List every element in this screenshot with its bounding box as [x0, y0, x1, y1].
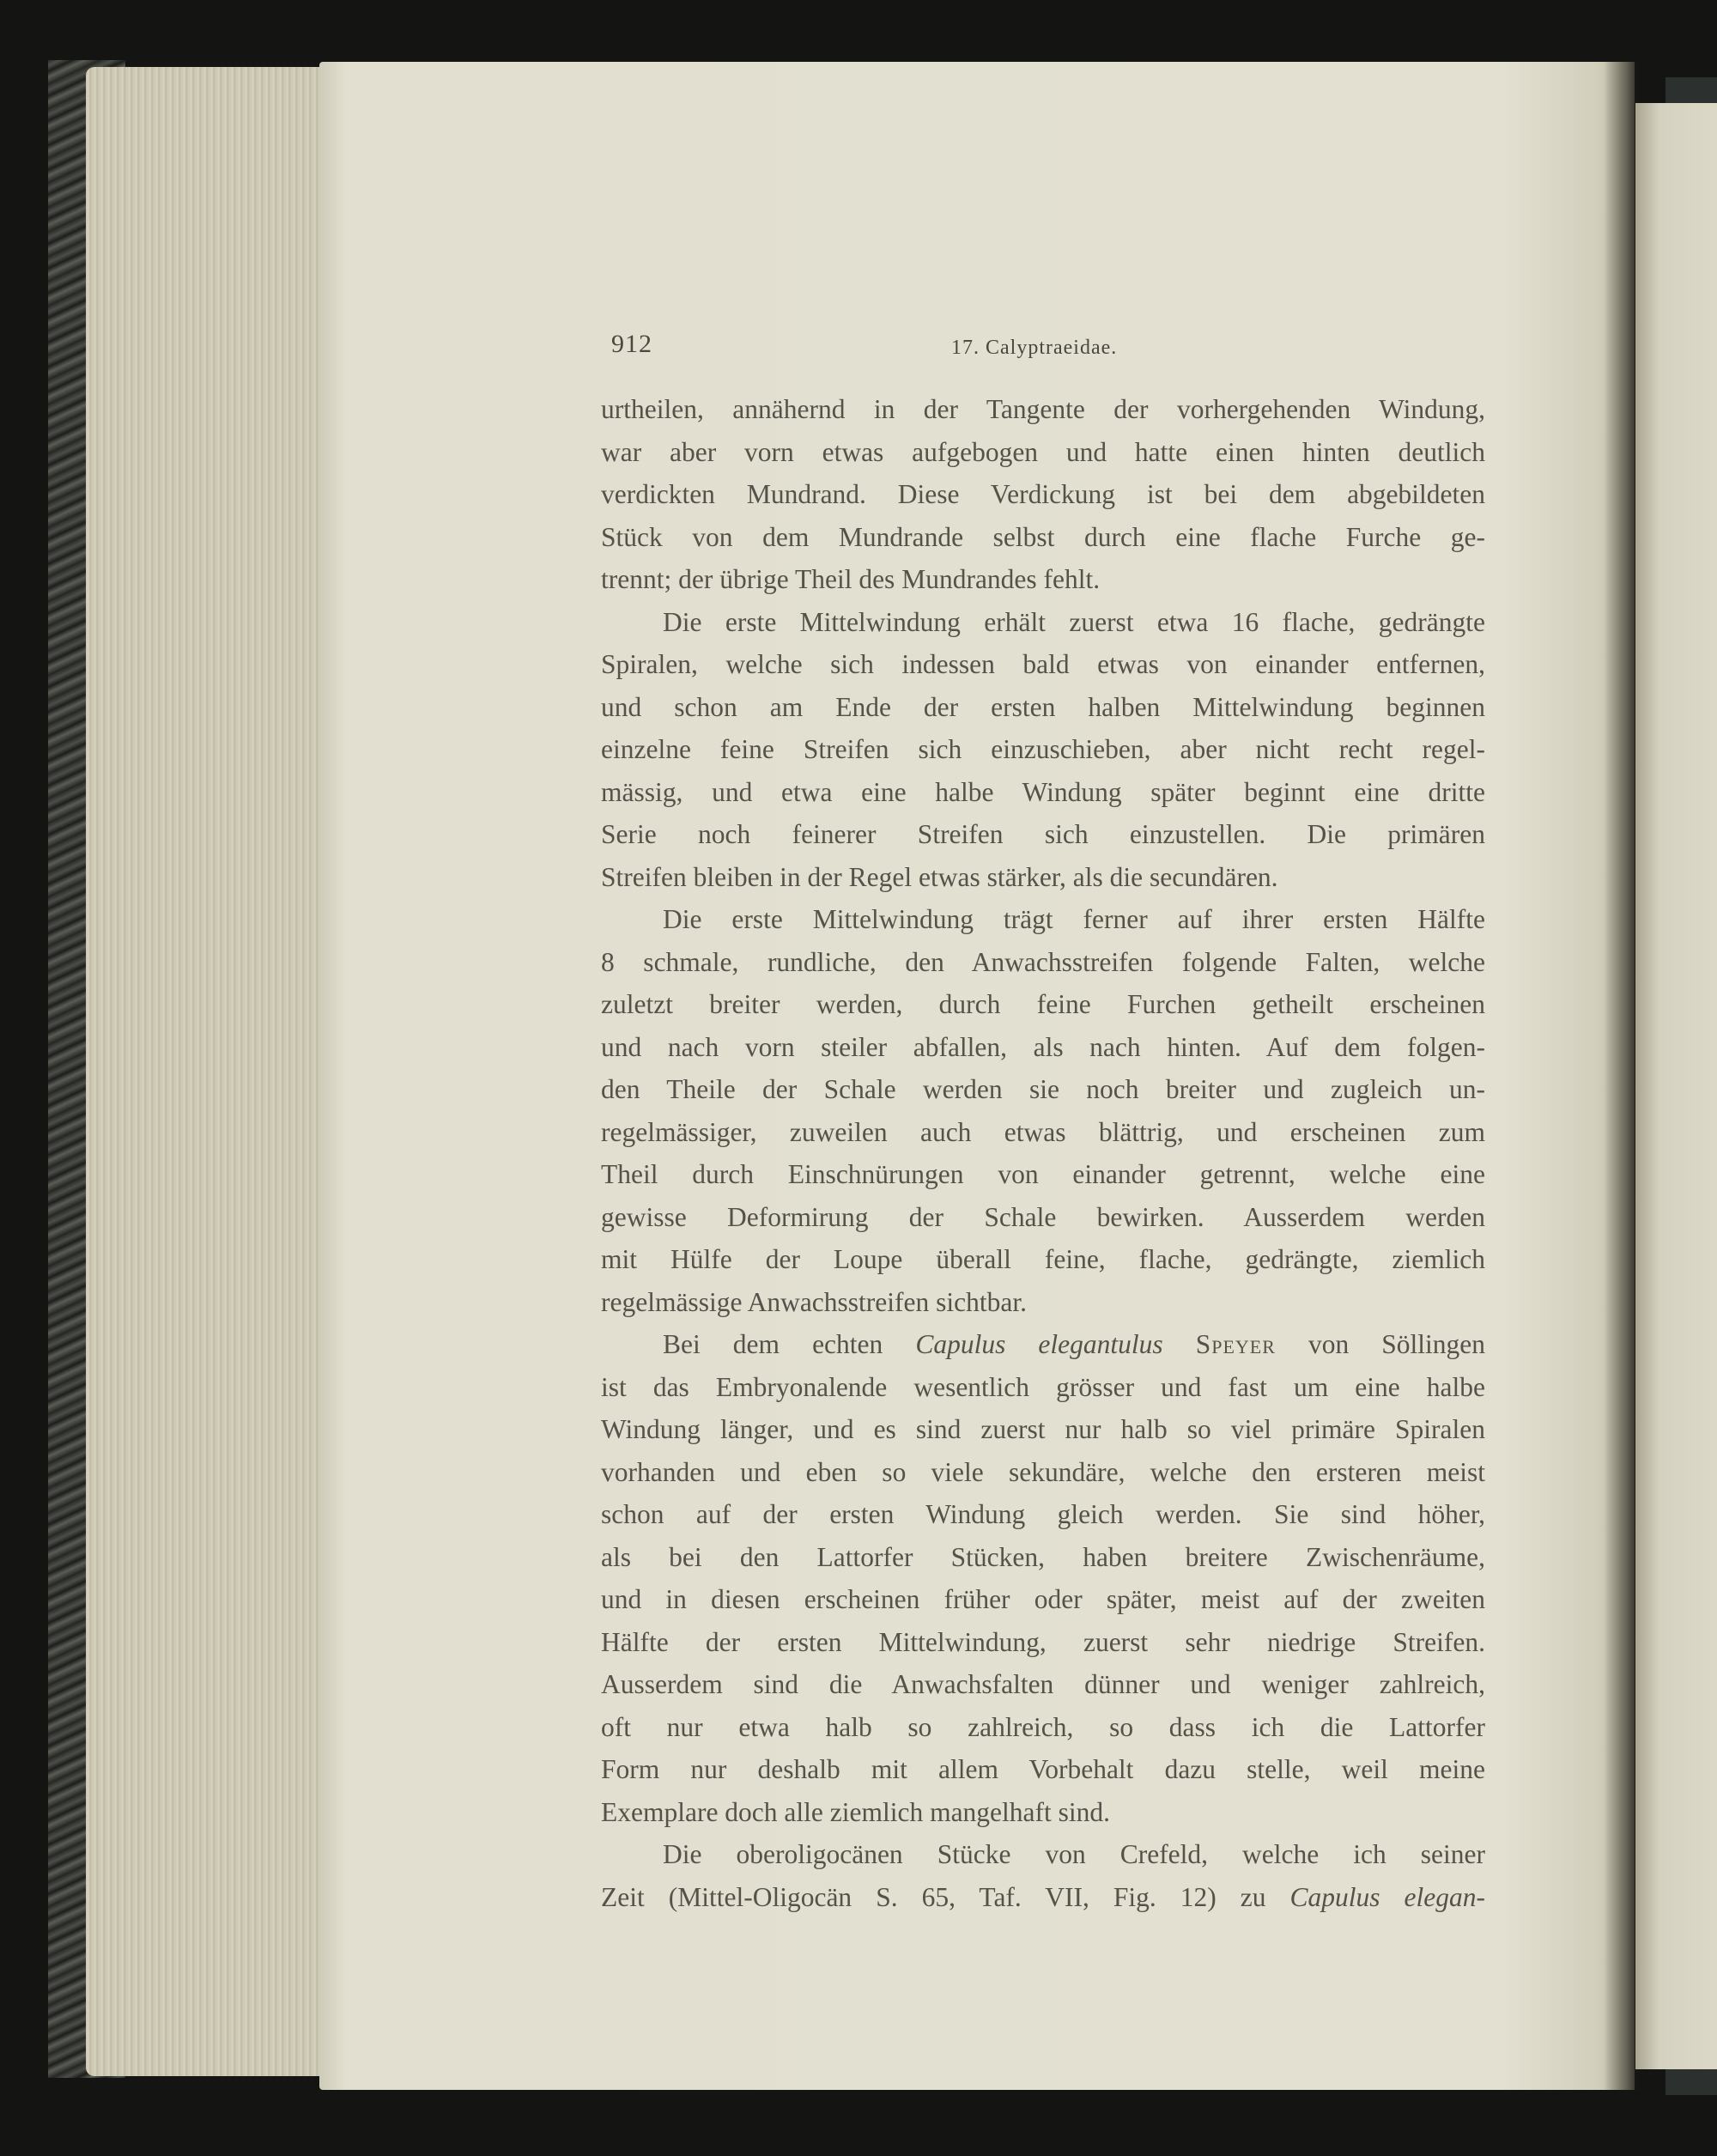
text-line: Windung länger, und es sind zuerst nur halb so viel primäre Spiralen	[601, 1414, 1485, 1444]
text-line: zuletzt breiter werden, durch feine Furchen getheilt erscheinen	[601, 989, 1485, 1019]
text-fragment: Bei dem echten	[663, 1329, 916, 1359]
text-line: schon auf der ersten Windung gleich werden. Sie sind höher,	[601, 1499, 1485, 1529]
text-line: regelmässige Anwachsstreifen sichtbar.	[601, 1286, 1027, 1317]
text-line: Streifen bleiben in der Regel etwas stärker, als die secundären.	[601, 861, 1278, 892]
text-line: und schon am Ende der ersten halben Mittelwindung beginnen	[601, 691, 1485, 722]
text-line: Die erste Mittelwindung erhält zuerst etwa 16 flache, gedrängte	[663, 606, 1485, 637]
page-edges	[86, 67, 326, 2076]
text-line: ist das Embryonalende wesentlich grösser und fast um eine halbe	[601, 1371, 1485, 1402]
text-line: war aber vorn etwas aufgebogen und hatte einen hinten deutlich	[601, 436, 1485, 467]
text-line: als bei den Lattorfer Stücken, haben breitere Zwischenräume,	[601, 1541, 1485, 1572]
author-name: Speyer	[1195, 1329, 1276, 1359]
species-name: Capulus elegantulus	[915, 1329, 1163, 1359]
running-title: 17. Calyptraeidae.	[951, 337, 1118, 359]
text-line: regelmässiger, zuweilen auch etwas blättrig, und erscheinen zum	[601, 1116, 1485, 1147]
text-line: Theil durch Einschnürungen von einander getrennt, welche eine	[601, 1159, 1485, 1189]
text-line: Die oberoligocänen Stücke von Crefeld, welche ich seiner	[663, 1839, 1485, 1869]
text-line: mit Hülfe der Loupe überall feine, flache, gedrängte, ziemlich	[601, 1244, 1485, 1274]
text-line	[601, 1323, 1485, 1366]
page-number: 912	[611, 330, 652, 358]
text-fragment: Zeit (Mittel-Oligocän S. 65, Taf. VII, Fig. 12) zu	[601, 1881, 1290, 1912]
text-line: 8 schmale, rundliche, den Anwachsstreifen folgende Falten, welche	[601, 946, 1485, 977]
text-line: urtheilen, annähernd in der Tangente der vorhergehenden Windung,	[601, 394, 1485, 424]
text-line: den Theile der Schale werden sie noch breiter und zugleich un-	[601, 1074, 1485, 1104]
text-line: oft nur etwa halb so zahlreich, so dass ich die Lattorfer	[601, 1711, 1485, 1742]
body-text	[601, 388, 1485, 1918]
text-line: Stück von dem Mundrande selbst durch eine flache Furche ge-	[601, 521, 1485, 552]
text-line: Exemplare doch alle ziemlich mangelhaft sind.	[601, 1796, 1111, 1827]
text-line: und nach vorn steiler abfallen, als nach hinten. Auf dem folgen-	[601, 1031, 1485, 1062]
text-line: und in diesen erscheinen früher oder später, meist auf der zweiten	[601, 1584, 1485, 1614]
text-line: Ausserdem sind die Anwachsfalten dünner und weniger zahlreich,	[601, 1669, 1485, 1699]
facing-page-edge	[1635, 103, 1717, 2069]
text-line: Serie noch feinerer Streifen sich einzustellen. Die primären	[601, 819, 1485, 849]
text-line	[601, 1876, 1485, 1919]
text-line: verdickten Mundrand. Diese Verdickung ist bei dem abgebildeten	[601, 479, 1485, 509]
gutter-shadow	[1604, 62, 1640, 2090]
text-fragment: von Söllingen	[1275, 1329, 1486, 1359]
page-header	[611, 330, 1496, 373]
text-line: Die erste Mittelwindung trägt ferner auf ihrer ersten Hälfte	[663, 904, 1485, 934]
text-line: mässig, und etwa eine halbe Windung später beginnt eine dritte	[601, 776, 1485, 807]
text-line: Form nur deshalb mit allem Vorbehalt dazu stelle, weil meine	[601, 1754, 1485, 1784]
text-line: einzelne feine Streifen sich einzuschieben, aber nicht recht regel-	[601, 734, 1485, 764]
species-name: Capulus elegan-	[1289, 1881, 1486, 1912]
text-line: vorhanden und eben so viele sekundäre, welche den ersteren meist	[601, 1456, 1485, 1487]
text-line: Hälfte der ersten Mittelwindung, zuerst sehr niedrige Streifen.	[601, 1626, 1485, 1657]
text-line: trennt; der übrige Theil des Mundrandes fehlt.	[601, 564, 1101, 594]
text-line: Spiralen, welche sich indessen bald etwas von einander entfernen,	[601, 649, 1485, 679]
text-line: gewisse Deformirung der Schale bewirken. Ausserdem werden	[601, 1201, 1485, 1232]
